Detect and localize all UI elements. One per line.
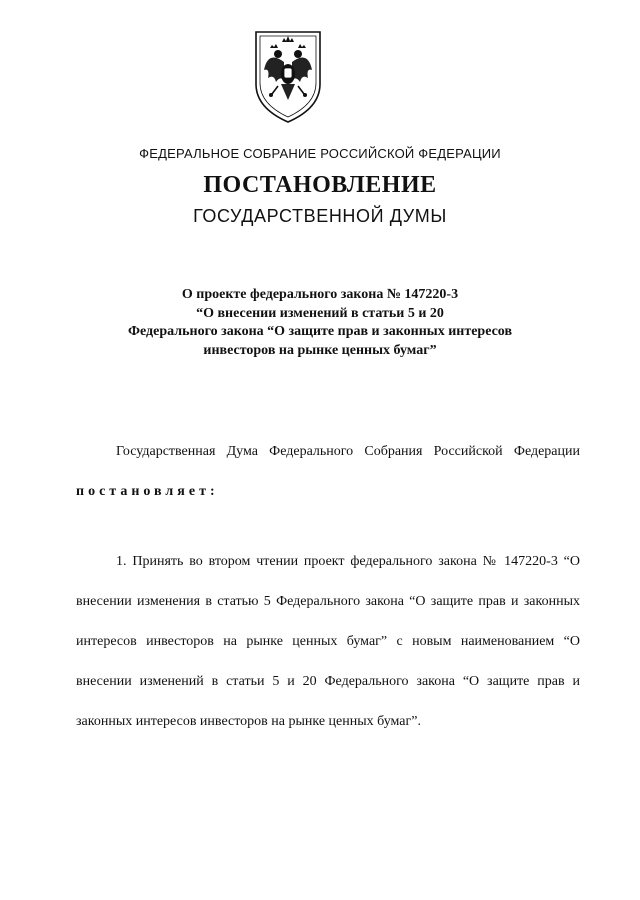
title-line-2: “О внесении изменений в статьи 5 и 20 xyxy=(196,305,444,321)
item-1-paragraph: 1. Принять во втором чтении проект федерального закона № 147220-3 “О внесении изменения в статью 5 Федерального закона “О защите прав и законных интересов инвесторов на рынке ценных бумаг” с новым наименованием “О внесении изменений в статьи 5 и 20 Федерального закона “О защите прав и законных интересов инвесторов на рынке ценных бумаг”. xyxy=(76,554,580,729)
resolution-title xyxy=(80,286,560,360)
title-line-1: О проекте федерального закона № 147220-3 xyxy=(181,287,459,302)
document-type-heading: ПОСТАНОВЛЕНИЕ xyxy=(203,172,437,198)
title-line-4: инвесторов на рынке ценных бумаг” xyxy=(203,342,437,358)
intro-paragraph xyxy=(76,432,580,512)
organization-heading: ФЕДЕРАЛЬНОЕ СОБРАНИЕ РОССИЙСКОЙ ФЕДЕРАЦИИ xyxy=(139,146,501,161)
intro-verb: постановляет: xyxy=(76,484,219,499)
russian-coat-of-arms-icon xyxy=(248,26,328,126)
issuer-heading: ГОСУДАРСТВЕННОЙ ДУМЫ xyxy=(193,206,447,226)
intro-text: Государственная Дума Федерального Собрания Российской Федерации xyxy=(116,444,580,459)
title-line-3: Федерального закона “О защите прав и законных интересов xyxy=(127,324,513,339)
